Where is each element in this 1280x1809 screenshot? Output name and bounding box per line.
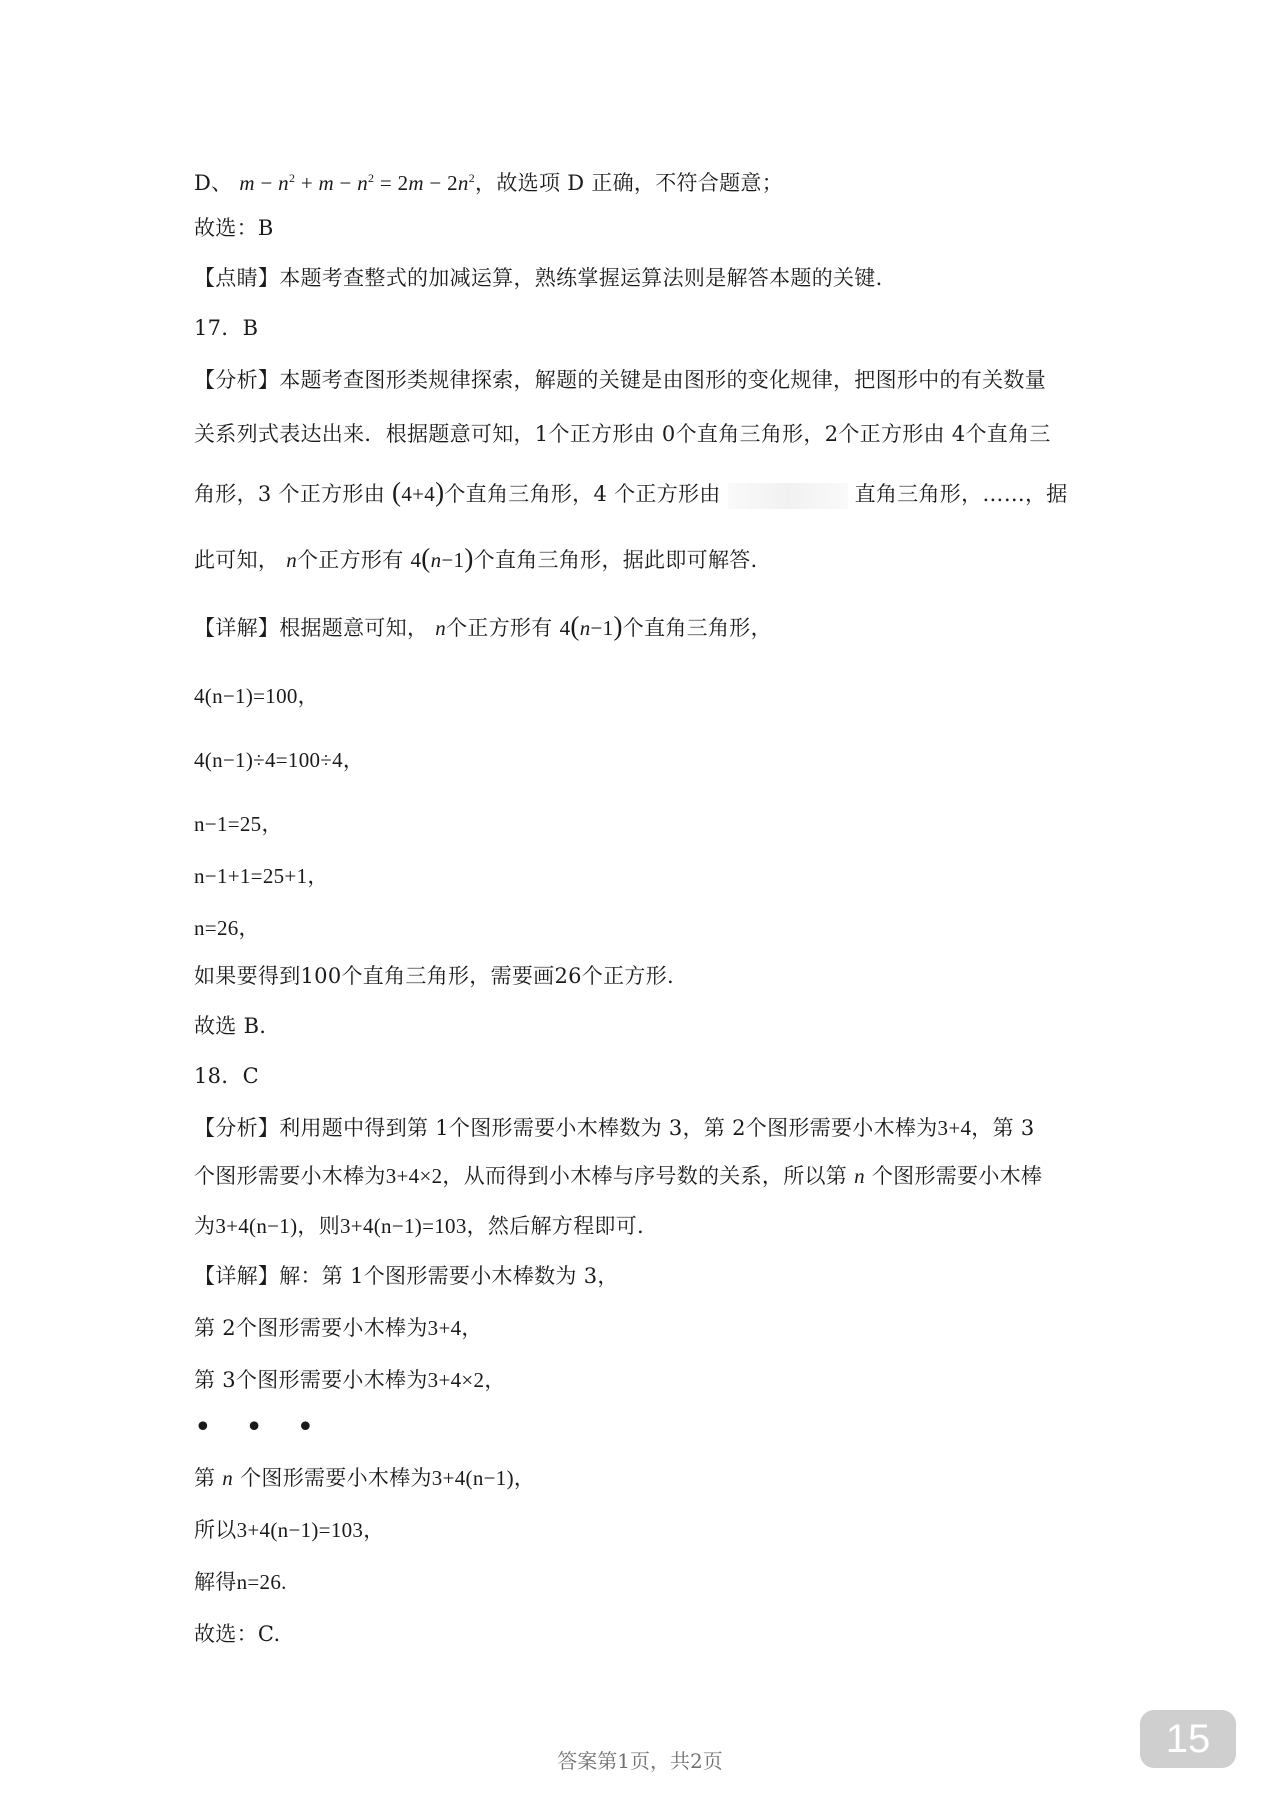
q17-detail: 【详解】根据题意可知， n个正方形有 4(n−1)个直角三角形， bbox=[194, 611, 772, 641]
option-d-formula: $m - n^2 + m - n^2 = 2m - 2n^2$ bbox=[239, 171, 476, 195]
q17-equation-2: 4(n−1)÷4=100÷4， bbox=[194, 748, 365, 772]
q17-equation-5: n=26， bbox=[194, 916, 260, 940]
q18-detail-line-6: 解得n=26. bbox=[194, 1570, 287, 1594]
formula-4n-minus-1: 4(n−1) bbox=[410, 543, 474, 573]
q18-answer: 故选：C. bbox=[194, 1622, 281, 1646]
q16-option-d: D、 $m - n^2 + m - n^2 = 2m - 2n^2$，故选项 D 正确，不符合题意； bbox=[194, 171, 784, 195]
q16-answer: 故选：B bbox=[194, 216, 274, 240]
q17-analysis-line-3: 角形，3 个正方形由 (4+4)个直角三角形，4 个正方形由 直角三角形，……，据 bbox=[194, 477, 1068, 507]
q17-conclusion: 如果要得到100个直角三角形，需要画26个正方形. bbox=[194, 964, 674, 988]
q17-equation-1: 4(n−1)=100， bbox=[194, 684, 319, 708]
q18-ellipsis: • • • bbox=[194, 1410, 327, 1445]
q17-analysis-line-4: 此可知， n个正方形有 4(n−1)个直角三角形，据此即可解答. bbox=[194, 543, 758, 573]
page-footer: 答案第1页，共2页 bbox=[557, 1749, 723, 1773]
formula-4-plus-4: (4+4) bbox=[392, 477, 445, 507]
q18-detail-line-3: 第 3个图形需要小木棒为3+4×2， bbox=[194, 1368, 506, 1392]
q18-detail-line-2: 第 2个图形需要小木棒为3+4， bbox=[194, 1316, 483, 1340]
q16-point: 【点睛】本题考查整式的加减运算，熟练掌握运算法则是解答本题的关键. bbox=[194, 266, 883, 290]
q17-answer: 故选 B. bbox=[194, 1014, 267, 1038]
q18-analysis-line-2: 个图形需要小木棒为3+4×2，从而得到小木棒与序号数的关系，所以第 n 个图形需要小木棒 bbox=[194, 1164, 1043, 1188]
q17-analysis-line-2: 关系列式表达出来．根据题意可知，1个正方形由 0个直角三角形，2个正方形由 4个直角三 bbox=[194, 422, 1051, 446]
q18-header: 18．C bbox=[194, 1064, 259, 1088]
q17-equation-4: n−1+1=25+1， bbox=[194, 864, 329, 888]
q18-detail-line-4: 第 n 个图形需要小木棒为3+4(n−1)， bbox=[194, 1466, 536, 1490]
redacted-area bbox=[728, 483, 848, 509]
q18-detail-line-1: 【详解】解：第 1个图形需要小木棒数为 3， bbox=[194, 1264, 619, 1288]
q17-header: 17．B bbox=[194, 316, 259, 340]
page-number-badge[interactable]: 15 bbox=[1140, 1710, 1236, 1768]
q17-equation-3: n−1=25， bbox=[194, 812, 283, 836]
q18-detail-line-5: 所以3+4(n−1)=103， bbox=[194, 1518, 385, 1542]
q17-analysis-line-1: 【分析】本题考查图形类规律探索，解题的关键是由图形的变化规律，把图形中的有关数量 bbox=[194, 368, 1046, 392]
q18-analysis-line-1: 【分析】利用题中得到第 1个图形需要小木棒数为 3，第 2个图形需要小木棒为3+4，第 3 bbox=[194, 1116, 1035, 1140]
q18-analysis-line-3: 为3+4(n−1)，则3+4(n−1)=103，然后解方程即可. bbox=[194, 1214, 644, 1238]
